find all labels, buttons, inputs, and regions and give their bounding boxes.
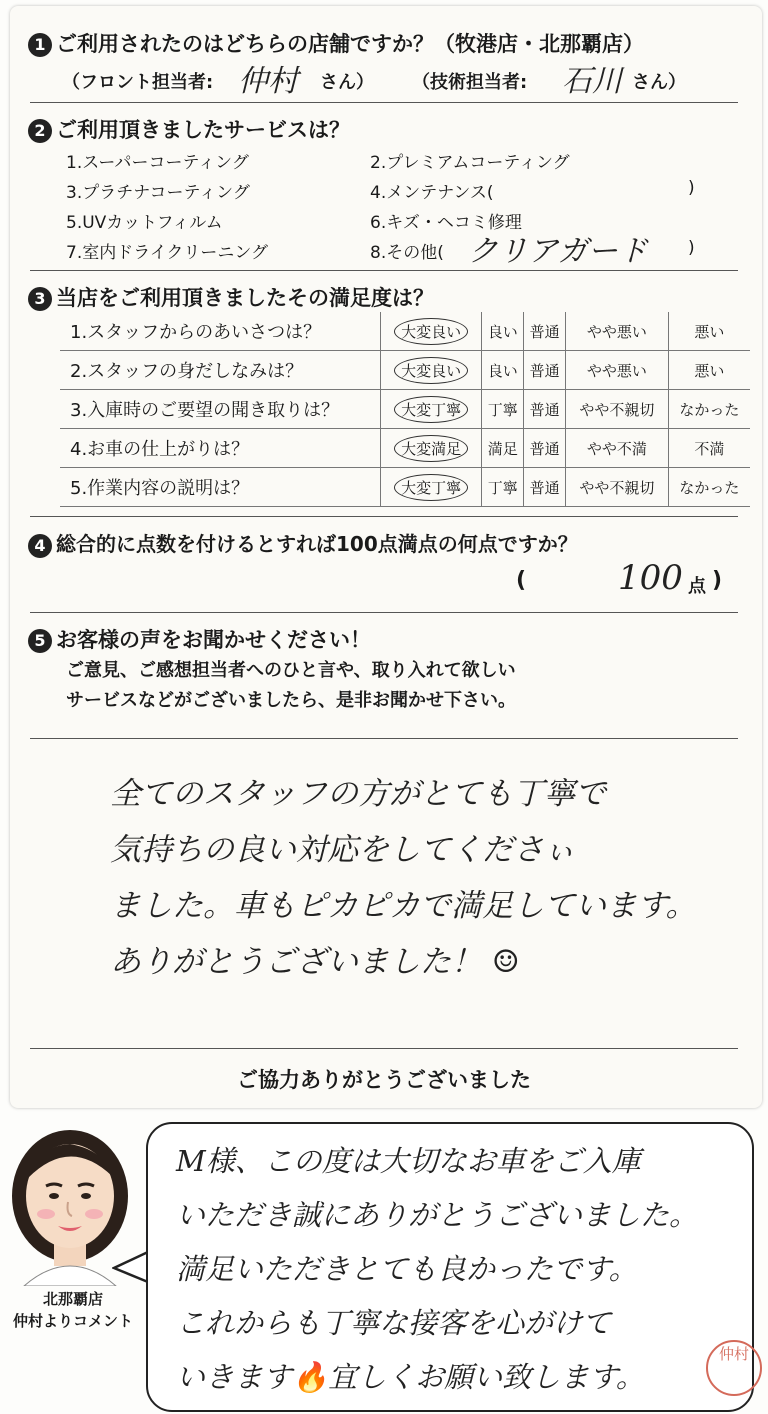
table-row [60,468,750,507]
row-label: 4.お車の仕上がりは？ [60,429,381,468]
service-item: 1.スーパーコーティング [66,153,249,173]
option-cell: 普通 [524,312,566,351]
question-5-text: お客様の声をお聞かせください！ [56,628,371,652]
service-item: 3.プラチナコーティング [66,183,250,203]
name-stamp: 仲村 [706,1340,762,1396]
score-unit: 点 [688,576,706,597]
option-cell [381,468,482,507]
score-open-paren: ( [516,568,527,593]
service-item: 7.室内ドライクリーニング [66,243,269,263]
option-cell [381,429,482,468]
service-item: 4.メンテナンス( [370,183,494,203]
service-item: 8.その他( [370,243,444,263]
option-cell [381,351,482,390]
customer-comment [110,766,730,990]
comment-line: 全てのスタッフの方がとても丁寧で [110,776,606,812]
option-cell: 丁寧 [482,390,524,429]
divider [30,738,738,739]
question-2 [28,114,350,144]
question-5-subtext: サービスなどがございましたら、是非お聞かせ下さい。 [66,690,516,711]
option-cell: 普通 [524,468,566,507]
table-row [60,390,750,429]
row-label: 1.スタッフからのあいさつは？ [60,312,381,351]
row-label: 3.入庫時のご要望の聞き取りは？ [60,390,381,429]
row-label: 5.作業内容の説明は？ [60,468,381,507]
option-cell: なかった [668,468,750,507]
option-cell: やや不満 [566,429,669,468]
tech-staff-san: さん） [632,72,686,93]
question-5 [28,624,371,654]
table-row [60,351,750,390]
circled-answer: 大変良い [394,357,468,384]
score-value: 100 [618,558,683,598]
question-number-badge: 3 [28,287,52,311]
reply-line: M様、この度は大切なお車をご入庫 [176,1144,641,1178]
option-cell: 普通 [524,351,566,390]
question-number-badge: 5 [28,629,52,653]
staff-reply-bubble [146,1122,754,1412]
option-cell: 悪い [668,351,750,390]
comment-line: 気持ちの良い対応をしてくださぃ [110,832,575,868]
front-staff-label: （フロント担当者: [62,72,214,93]
question-1 [28,28,644,58]
option-cell: やや悪い [566,351,669,390]
staff-comment-label: 仲村よりコメント [12,1312,133,1330]
option-cell: 丁寧 [482,468,524,507]
reply-line: いきます🔥宜しくお願い致します。 [176,1360,645,1394]
comment-line: ありがとうございました！ ☺ [110,944,520,980]
option-cell [381,312,482,351]
comment-line: ました。車もピカピカで満足しています。 [110,888,697,924]
staff-store: 北那覇店 [42,1290,103,1308]
divider [30,516,738,517]
question-4-text: 総合的に点数を付けるとすれば100点満点の何点ですか？ [56,532,578,556]
question-number-badge: 1 [28,33,52,57]
front-staff-san: さん） [320,72,374,93]
service-item: 2.プレミアムコーティング [370,153,570,173]
option-cell: 良い [482,312,524,351]
option-cell: やや不親切 [566,468,669,507]
option-cell: やや悪い [566,312,669,351]
question-1-text: ご利用されたのはどちらの店舗ですか？（牧港店・北那覇店） [56,32,644,56]
reply-line: これからも丁寧な接客を心がけて [176,1306,612,1340]
satisfaction-table [60,312,750,507]
tech-staff-name: 石川 [562,64,622,99]
front-staff-name: 仲村 [238,64,298,99]
circled-answer: 大変満足 [394,435,468,462]
paren-close: ) [688,178,695,198]
option-cell: 普通 [524,390,566,429]
tech-staff-label: （技術担当者: [412,72,528,93]
staff-caption [8,1288,138,1332]
service-item: 6.キズ・ヘコミ修理 [370,213,522,233]
question-number-badge: 2 [28,119,52,143]
circled-answer: 大変丁寧 [394,396,468,423]
option-cell: やや不親切 [566,390,669,429]
reply-line: いただき誠にありがとうございました。 [176,1198,699,1232]
divider [30,270,738,271]
question-5-subtext: ご意見、ご感想担当者へのひと言や、取り入れて欲しい [66,660,516,681]
option-cell: なかった [668,390,750,429]
table-row [60,429,750,468]
row-label: 2.スタッフの身だしなみは？ [60,351,381,390]
divider [30,612,738,613]
divider [30,1048,738,1049]
service-item: 5.UVカットフィルム [66,213,223,233]
table-row [60,312,750,351]
divider [30,102,738,103]
circled-answer: 大変良い [394,318,468,345]
question-number-badge: 4 [28,534,52,558]
option-cell: 良い [482,351,524,390]
option-cell: 不満 [668,429,750,468]
option-cell [381,390,482,429]
question-3 [28,282,434,312]
question-2-text: ご利用頂きましたサービスは？ [56,118,350,142]
thanks-message: ご協力ありがとうございました [237,1068,531,1092]
option-cell: 悪い [668,312,750,351]
score-close-paren: ) [712,568,723,593]
paren-close: ) [688,238,695,258]
circled-answer: 大変丁寧 [394,474,468,501]
reply-line: 満足いただきとても良かったです。 [176,1252,638,1286]
option-cell: 満足 [482,429,524,468]
question-3-text: 当店をご利用頂きましたその満足度は？ [56,286,434,310]
question-4 [28,528,578,558]
option-cell: 普通 [524,429,566,468]
service-other-value: クリアガード [468,234,648,269]
